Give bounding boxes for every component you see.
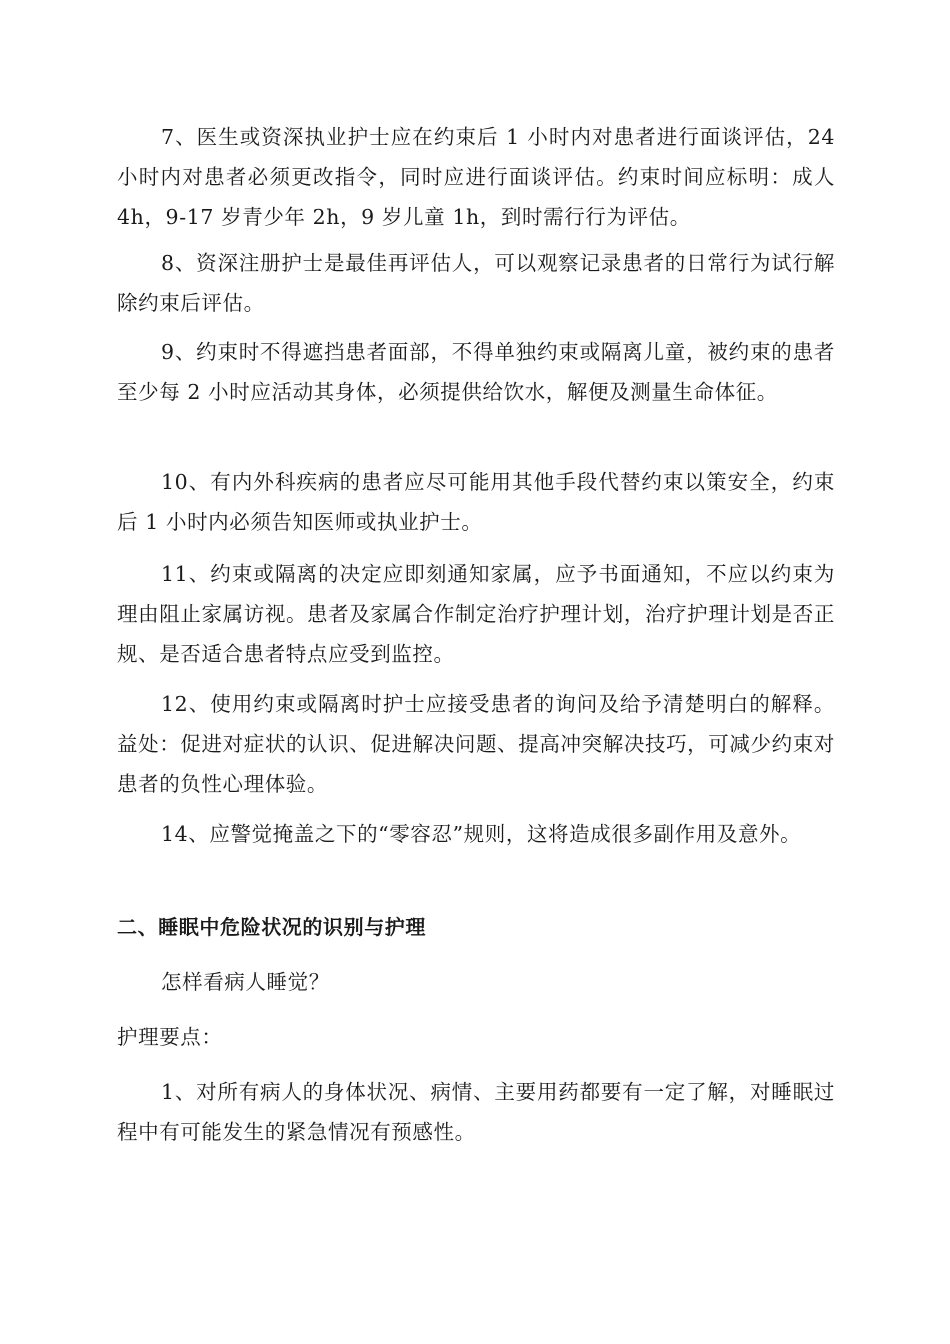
key-point-1: 1、对所有病人的身体状况、病情、主要用药都要有一定了解，对睡眠过程中有可能发生的紧急情况有预感性。: [117, 1080, 835, 1144]
paragraph-7: 7、医生或资深执业护士应在约束后 1 小时内对患者进行面谈评估，24 小时内对患者必须更改指令，同时应进行面谈评估。约束时间应标明：成人 4h，9-17 岁青少年 2h，9 岁儿童 1h，到时需行行为评估。: [117, 125, 835, 229]
paragraph-12: 12、使用约束或隔离时护士应接受患者的询问及给予清楚明白的解释。益处：促进对症状的认识、促进解决问题、提高冲突解决技巧，可减少约束对患者的负性心理体验。: [117, 692, 835, 796]
key-points-label: 护理要点：: [117, 1025, 223, 1049]
paragraph-11: 11、约束或隔离的决定应即刻通知家属，应予书面通知，不应以约束为理由阻止家属访视。患者及家属合作制定治疗护理计划，治疗护理计划是否正规、是否适合患者特点应受到监控。: [117, 562, 835, 666]
paragraph-10: 10、有内外科疾病的患者应尽可能用其他手段代替约束以策安全，约束后 1 小时内必须告知医师或执业护士。: [117, 470, 835, 534]
paragraph-9: 9、约束时不得遮挡患者面部，不得单独约束或隔离儿童，被约束的患者至少每 2 小时应活动其身体，必须提供给饮水，解便及测量生命体征。: [117, 340, 835, 404]
question-line: 怎样看病人睡觉？: [161, 970, 330, 994]
paragraph-8: 8、资深注册护士是最佳再评估人，可以观察记录患者的日常行为试行解除约束后评估。: [117, 251, 835, 315]
paragraph-14: 14、应警觉掩盖之下的“零容忍”规则，这将造成很多副作用及意外。: [161, 822, 802, 846]
section-heading: 二、睡眠中危险状况的识别与护理: [117, 915, 426, 939]
